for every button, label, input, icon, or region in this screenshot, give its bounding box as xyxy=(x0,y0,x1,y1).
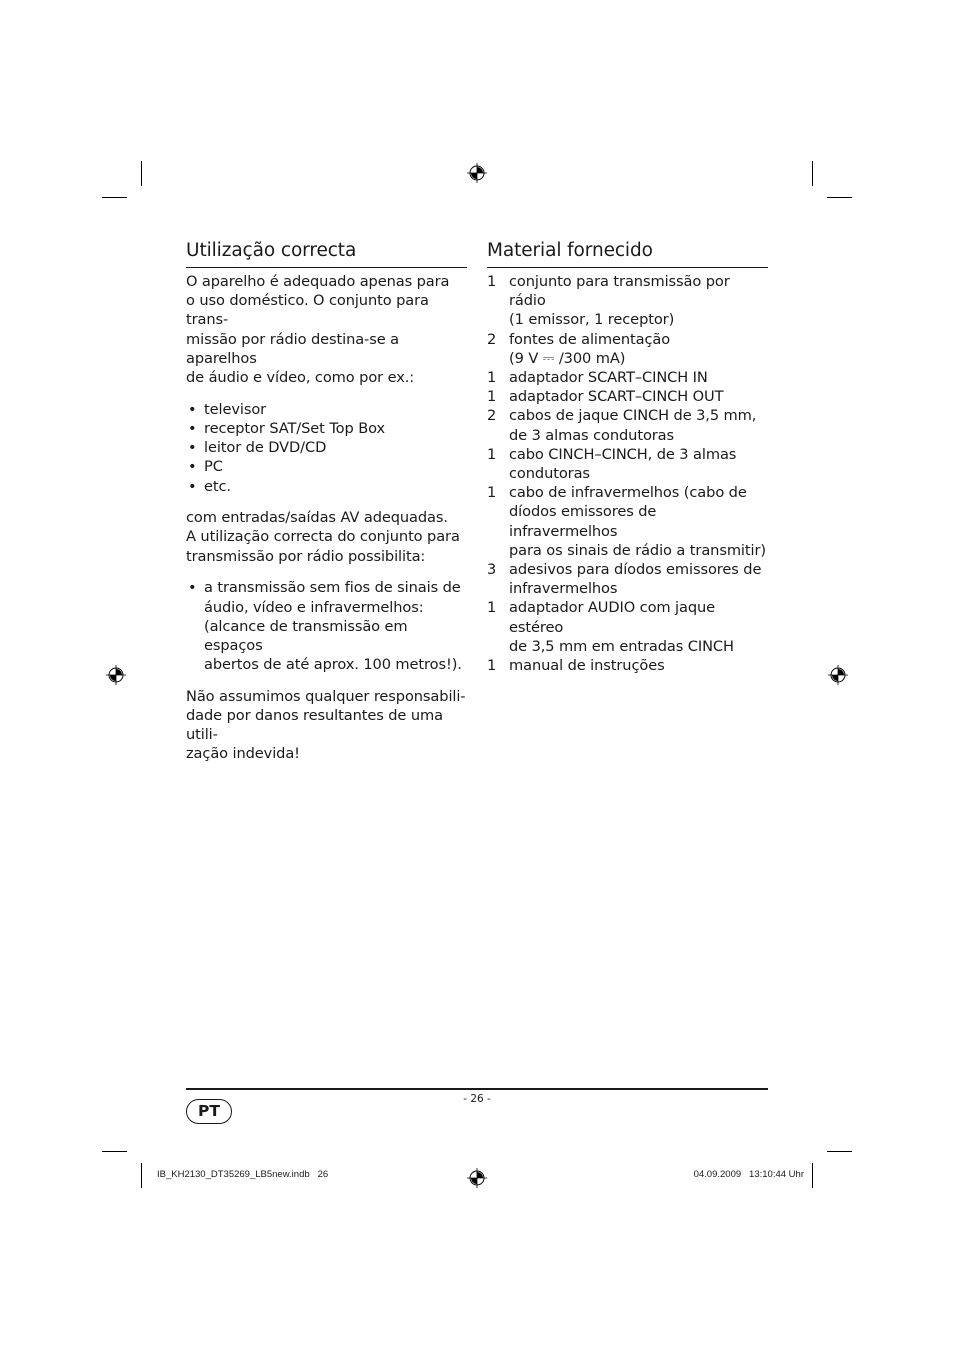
capability-list xyxy=(186,578,467,674)
crop-mark xyxy=(827,197,852,198)
crop-mark xyxy=(102,197,127,198)
intro-paragraph: O aparelho é adequado apenas para o uso doméstico. O conjunto para trans- missão por rádio destina-se a aparelhos de áudio e vídeo, como por ex.: xyxy=(186,273,450,387)
section-heading: Utilização correcta xyxy=(186,240,467,268)
item-description: manual de instruções xyxy=(509,657,665,675)
list-item xyxy=(487,368,768,387)
item-quantity: 1 xyxy=(487,657,497,675)
list-item: • PC xyxy=(186,457,467,476)
item-quantity: 1 xyxy=(487,369,497,387)
section-intended-use xyxy=(186,240,467,764)
item-quantity: 1 xyxy=(487,599,497,617)
registration-mark-icon xyxy=(467,163,487,183)
list-item xyxy=(487,330,768,368)
list-item xyxy=(487,445,768,483)
list-item xyxy=(487,272,768,330)
material-list xyxy=(487,272,768,675)
item-description: adaptador AUDIO com jaque estéreo de 3,5 mm em entradas CINCH xyxy=(509,599,734,655)
device-list xyxy=(186,400,467,496)
item-quantity: 1 xyxy=(487,388,497,406)
print-slug-timestamp: 04.09.2009 13:10:44 Uhr xyxy=(693,1169,804,1180)
footer-divider xyxy=(186,1088,768,1090)
item-description: cabo CINCH–CINCH, de 3 almas condutoras xyxy=(509,445,737,483)
list-item xyxy=(487,560,768,598)
item-description: cabo de infravermelhos (cabo de díodos emissores de infravermelhos para os sinais de rádio a transmitir) xyxy=(509,484,766,559)
section-heading: Material fornecido xyxy=(487,240,768,268)
list-item: • etc. xyxy=(186,477,467,496)
item-quantity: 1 xyxy=(487,273,497,290)
crop-mark xyxy=(141,161,142,186)
item-quantity: 3 xyxy=(487,561,497,579)
crop-mark xyxy=(827,1151,852,1152)
page-number: - 26 - xyxy=(463,1093,491,1105)
item-description: conjunto para transmissão por rádio (1 emissor, 1 receptor) xyxy=(509,273,730,329)
crop-mark xyxy=(102,1151,127,1152)
registration-mark-icon xyxy=(106,665,126,685)
disclaimer-paragraph: Não assumimos qualquer responsabili- dade por danos resultantes de uma utili- zação indevida! xyxy=(186,687,466,763)
item-quantity: 1 xyxy=(487,445,497,463)
section-supplied-material xyxy=(487,240,768,675)
item-description: fontes de alimentação (9 V ⎓ /300 mA) xyxy=(509,330,671,367)
section-body xyxy=(186,272,467,764)
list-item xyxy=(487,656,768,675)
item-description: adesivos para díodos emissores de infravermelhos xyxy=(509,561,762,598)
registration-mark-icon xyxy=(467,1168,487,1188)
list-item xyxy=(487,483,768,560)
item-quantity: 2 xyxy=(487,407,497,425)
crop-mark xyxy=(812,1163,813,1188)
item-quantity: 2 xyxy=(487,330,497,348)
list-item: • televisor xyxy=(186,400,467,419)
usage-paragraph: com entradas/saídas AV adequadas. A utilização correcta do conjunto para transmissão por rádio possibilita: xyxy=(186,509,460,565)
language-badge: PT xyxy=(186,1099,232,1124)
list-item xyxy=(487,406,768,444)
item-description: cabos de jaque CINCH de 3,5 mm, de 3 almas condutoras xyxy=(509,407,757,444)
registration-mark-icon xyxy=(828,665,848,685)
item-quantity: 1 xyxy=(487,484,497,502)
list-item: • a transmissão sem fios de sinais de áudio, vídeo e infravermelhos: (alcance de transmissão em espaços abertos de até aprox. 100 metros!). xyxy=(186,578,467,674)
list-item xyxy=(487,387,768,406)
print-slug-file: IB_KH2130_DT35269_LB5new.indb 26 xyxy=(157,1169,329,1180)
crop-mark xyxy=(812,161,813,186)
list-item: • receptor SAT/Set Top Box xyxy=(186,419,467,438)
item-description: adaptador SCART–CINCH IN xyxy=(509,369,708,387)
item-description: adaptador SCART–CINCH OUT xyxy=(509,388,724,406)
list-item xyxy=(487,598,768,656)
crop-mark xyxy=(141,1163,142,1188)
list-item: • leitor de DVD/CD xyxy=(186,438,467,457)
